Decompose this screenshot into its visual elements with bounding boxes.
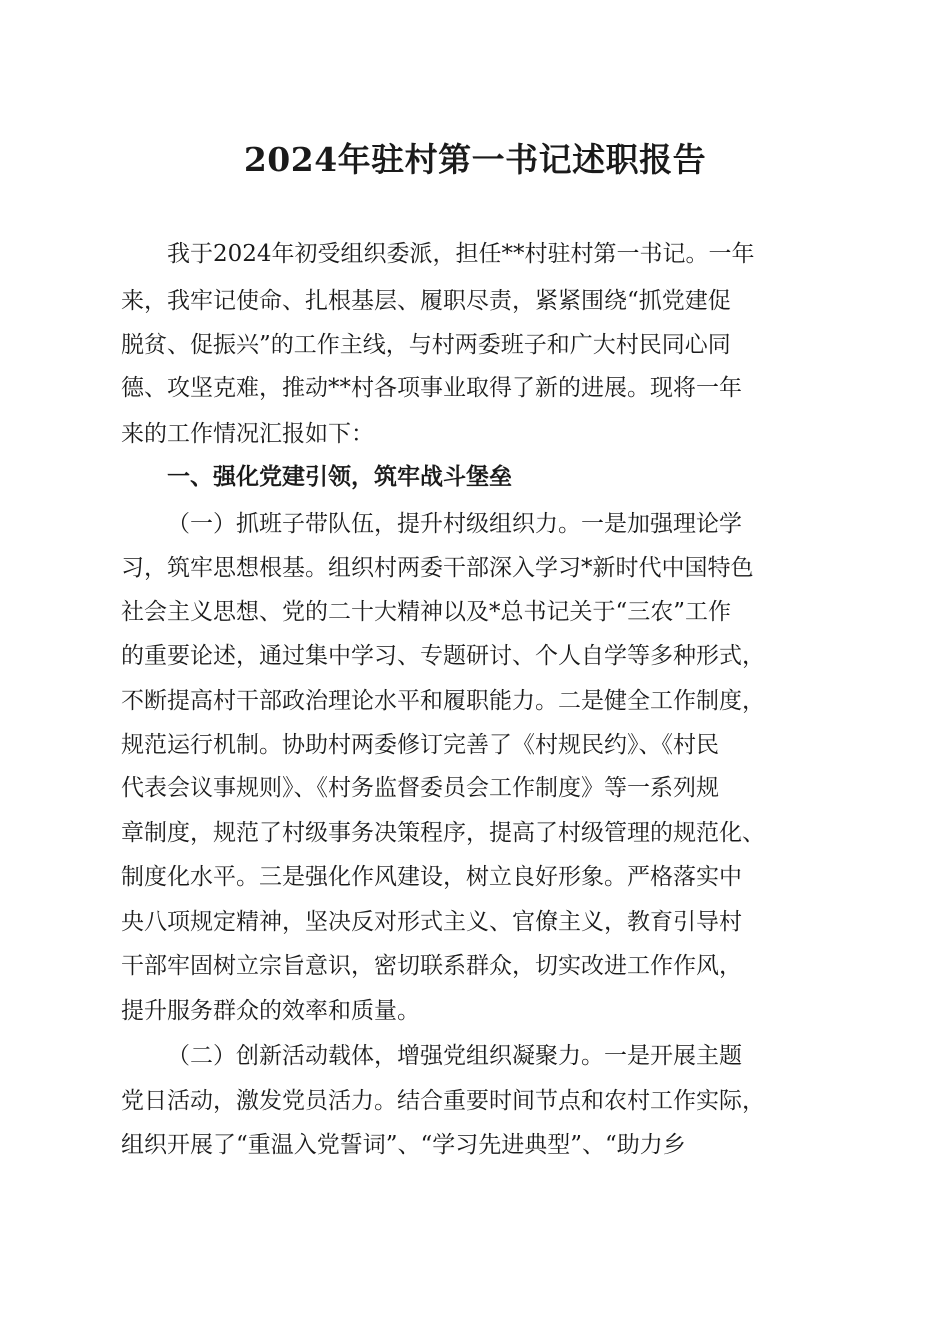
paragraph-line: 组织开展了“重温入党誓词”、“学习先进典型”、“助力乡: [121, 1132, 686, 1158]
paragraph-line: 来的工作情况汇报如下：: [121, 421, 374, 447]
paragraph-line: 提升服务群众的效率和质量。: [121, 998, 420, 1024]
paragraph-line: 来，我牢记使命、扎根基层、履职尽责，紧紧围绕“抓党建促: [121, 288, 731, 314]
paragraph-line: 社会主义思想、党的二十大精神以及*总书记关于“三农”工作: [121, 599, 732, 625]
paragraph-line: 干部牢固树立宗旨意识，密切联系群众，切实改进工作作风，: [121, 953, 742, 979]
paragraph-line: 制度化水平。三是强化作风建设，树立良好形象。严格落实中: [121, 864, 742, 890]
paragraph-line: 章制度，规范了村级事务决策程序，提高了村级管理的规范化、: [121, 820, 765, 846]
paragraph-line: （一）抓班子带队伍，提升村级组织力。一是加强理论学: [167, 511, 742, 537]
paragraph-line: 央八项规定精神，坚决反对形式主义、官僚主义，教育引导村: [121, 909, 742, 935]
section-heading: 一、强化党建引领，筑牢战斗堡垒: [167, 464, 512, 490]
paragraph-line: 我于2024年初受组织委派，担任**村驻村第一书记。一年: [167, 241, 755, 267]
paragraph-line: 规范运行机制。协助村两委修订完善了《村规民约》、《村民: [121, 732, 719, 758]
paragraph-line: 习，筑牢思想根基。组织村两委干部深入学习*新时代中国特色: [121, 555, 754, 581]
paragraph-line: 的重要论述，通过集中学习、专题研讨、个人自学等多种形式，: [121, 643, 765, 669]
paragraph-line: 不断提高村干部政治理论水平和履职能力。二是健全工作制度，: [121, 688, 765, 714]
document-title: 2024年驻村第一书记述职报告: [243, 140, 707, 179]
paragraph-line: （二）创新活动载体，增强党组织凝聚力。一是开展主题: [167, 1043, 742, 1069]
paragraph-line: 脱贫、促振兴”的工作主线，与村两委班子和广大村民同心同: [121, 332, 731, 358]
paragraph-line: 德、攻坚克难，推动**村各项事业取得了新的进展。现将一年: [121, 375, 742, 401]
paragraph-line: 党日活动，激发党员活力。结合重要时间节点和农村工作实际，: [121, 1088, 765, 1114]
paragraph-line: 代表会议事规则》、《村务监督委员会工作制度》等一系列规: [121, 775, 719, 801]
